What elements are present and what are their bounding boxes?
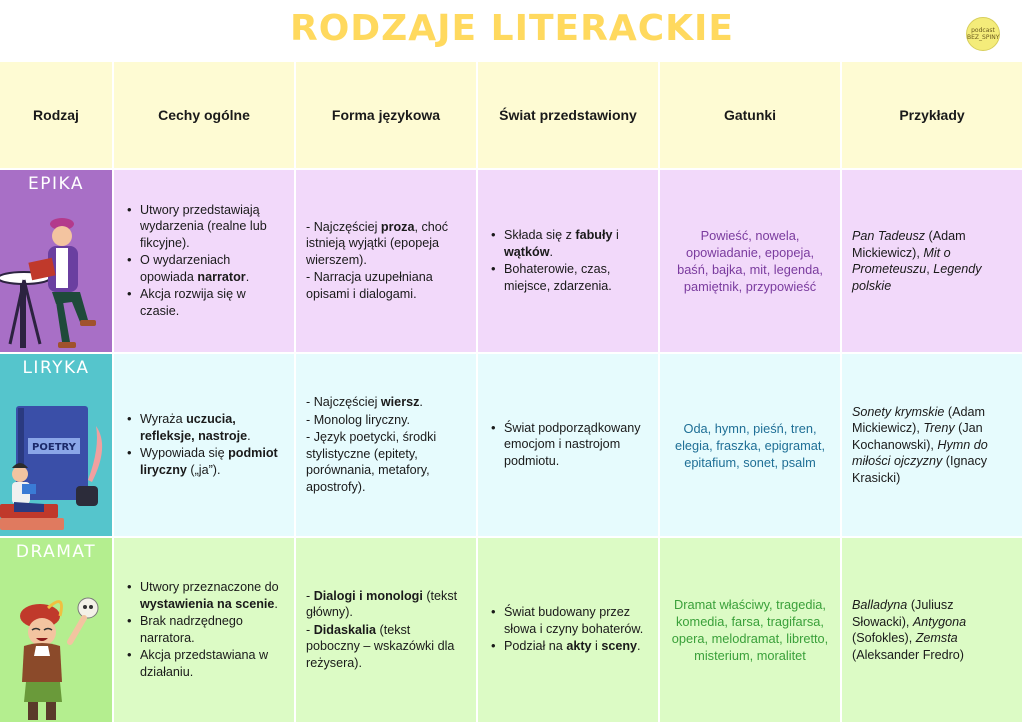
text: - Najczęściej: [306, 395, 381, 409]
bold-text: Didaskalia: [313, 622, 377, 637]
header-swiat: Świat przedstawiony: [478, 62, 660, 170]
list-item: [488, 420, 648, 470]
text: Składa się z: [504, 228, 576, 242]
list-item: [488, 638, 648, 655]
bold-text: narrator: [197, 269, 246, 284]
text: i: [612, 228, 619, 242]
text: Wyraża: [140, 412, 187, 426]
italic-text: Antygona: [912, 614, 967, 629]
rodzaj-liryka: [0, 354, 114, 538]
list-item: [124, 411, 284, 444]
bold-text: wystawienia na scenie: [140, 596, 275, 611]
list-item: [124, 579, 284, 612]
text: Wypowiada się: [140, 446, 229, 460]
rodzaj-epika-name: EPIKA: [28, 174, 84, 194]
text: Bohaterowie, czas, miejsce, zdarzenia.: [504, 262, 612, 293]
italic-text: Balladyna: [852, 598, 908, 612]
epika-gatunki: Powieść, nowela, opowiadanie, epopeja, baśń, bajka, mit, legenda, pamiętnik, przypowieść: [660, 170, 842, 354]
text: i: [591, 639, 602, 654]
epika-forma: [296, 170, 478, 354]
text: Utwory przeznaczone do: [140, 580, 279, 594]
reading-man-icon: [0, 192, 112, 352]
list-item: [124, 613, 284, 646]
italic-text: Treny: [923, 421, 955, 436]
text: (Sofokles),: [852, 631, 916, 645]
text: , choć istnieją wyjątki (epopeja wierszem).: [306, 219, 449, 267]
dramat-gatunki: Dramat właściwy, tragedia, komedia, farsa, tragifarsa, opera, melodramat, libretto, misterium, moralitet: [660, 538, 842, 724]
list-item: [306, 394, 466, 411]
bold-text: podmiot liryczny: [140, 446, 278, 477]
text: (Aleksander Fredro): [852, 647, 964, 662]
text: Akcja rozwija się w czasie.: [140, 287, 246, 318]
bold-text: fabuły: [575, 228, 613, 242]
text: Świat podporządkowany emocjom i nastrojom podmiotu.: [504, 420, 641, 468]
rodzaj-dramat-name: DRAMAT: [15, 542, 97, 562]
actor-skull-icon: [0, 572, 112, 722]
italic-text: Pan Tadeusz: [852, 229, 926, 243]
header-forma: Forma językowa: [296, 62, 478, 170]
text: - Monolog liryczny.: [306, 412, 411, 427]
text: - Narracja uzupełniana opisami i dialogami.: [306, 270, 433, 301]
text: .: [245, 269, 250, 284]
rodzaj-dramat: [0, 538, 114, 724]
podcast-logo: [966, 17, 1000, 51]
rodzaj-epika: [0, 170, 114, 354]
text: .: [637, 639, 641, 654]
list-item: [306, 622, 466, 672]
text: (Juliusz Słowacki),: [852, 598, 954, 629]
text: -: [306, 622, 314, 637]
text: - Język poetycki, środki stylistyczne (epitety, porównania, metafory, apostrofy).: [306, 430, 437, 494]
text: (Adam Mickiewicz),: [852, 229, 966, 260]
bold-text: uczucia, refleksje, nastroje: [140, 412, 248, 443]
list-item: [306, 588, 466, 621]
poetry-label: POETRY: [32, 442, 76, 453]
italic-text: Legendy polskie: [852, 262, 982, 293]
list-item: [124, 647, 284, 680]
logo-line-2: BEZ_SPINY: [967, 34, 1000, 41]
page-title: RODZAJE LITERACKIE: [289, 8, 735, 49]
text: (Ignacy Krasicki): [852, 454, 988, 485]
dramat-przyklady: [842, 538, 1024, 724]
text: Brak nadrzędnego narratora.: [140, 614, 243, 645]
text: - Najczęściej: [306, 219, 381, 234]
italic-text: Zemsta: [915, 631, 958, 645]
text: O wydarzeniach opowiada: [140, 253, 231, 284]
italic-text: Mit o Prometeuszu: [852, 245, 951, 276]
text: Świat budowany przez słowa i czyny bohaterów.: [504, 605, 644, 636]
rodzaj-liryka-name: LIRYKA: [22, 358, 90, 378]
list-item: [124, 286, 284, 319]
text: (Jan Kochanowski),: [852, 421, 983, 452]
list-item: [488, 261, 648, 294]
italic-text: Hymn do miłości ojczyzny: [852, 437, 988, 469]
text: Akcja przedstawiana w działaniu.: [140, 648, 269, 679]
list-item: [124, 202, 284, 252]
text: (tekst poboczny – wskazówki dla reżysera).: [306, 622, 455, 670]
epika-przyklady: [842, 170, 1024, 354]
text: (tekst główny).: [306, 588, 458, 620]
genres-table: [0, 62, 1024, 724]
list-item: [124, 252, 284, 285]
italic-text: Sonety krymskie: [852, 404, 945, 419]
list-item: [306, 219, 466, 269]
list-item: [488, 604, 648, 637]
text: .: [247, 428, 251, 443]
dramat-forma: [296, 538, 478, 724]
bold-text: wątków: [504, 244, 550, 259]
list-item: [488, 227, 648, 260]
text: (Adam Mickiewicz),: [852, 404, 985, 436]
liryka-forma: [296, 354, 478, 538]
dramat-swiat: [478, 538, 660, 724]
bold-text: sceny: [601, 639, 638, 654]
text: ,: [926, 262, 934, 276]
text: Utwory przedstawiają wydarzenia (realne lub fikcyjne).: [140, 202, 267, 250]
bold-text: akty: [566, 639, 592, 654]
logo-line-1: podcast: [971, 27, 995, 34]
text: .: [274, 596, 278, 611]
poetry-book-icon: [0, 386, 112, 536]
list-item: [306, 269, 466, 302]
liryka-swiat: [478, 354, 660, 538]
text: .: [549, 244, 553, 259]
liryka-cechy: [114, 354, 296, 538]
text: („ja”).: [186, 462, 221, 477]
bold-text: Dialogi i monologi: [313, 588, 423, 603]
dramat-cechy: [114, 538, 296, 724]
bold-text: wiersz: [380, 395, 420, 409]
header-rodzaj: Rodzaj: [0, 62, 114, 170]
epika-cechy: [114, 170, 296, 354]
text: .: [419, 395, 423, 409]
bold-text: proza: [380, 219, 415, 234]
epika-swiat: [478, 170, 660, 354]
liryka-przyklady: [842, 354, 1024, 538]
text: Podział na: [504, 639, 567, 654]
header-gatunki: Gatunki: [660, 62, 842, 170]
liryka-gatunki: Oda, hymn, pieśń, tren, elegia, fraszka, epigramat, epitafium, sonet, psalm: [660, 354, 842, 538]
header-przyklady: Przykłady: [842, 62, 1024, 170]
text: -: [306, 588, 314, 603]
header-cechy: Cechy ogólne: [114, 62, 296, 170]
list-item: [306, 429, 466, 495]
list-item: [306, 412, 466, 429]
list-item: [124, 445, 284, 478]
